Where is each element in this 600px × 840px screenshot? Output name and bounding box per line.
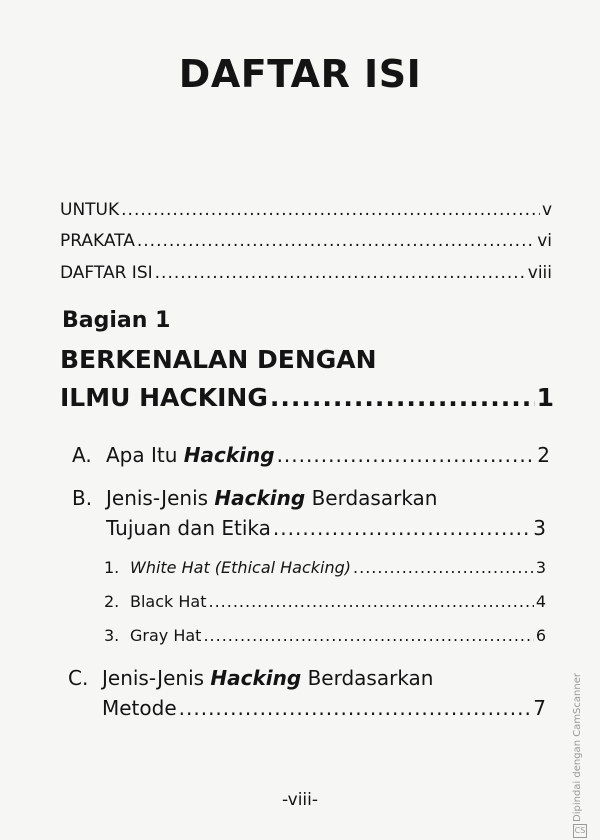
- section-text: Berdasarkan: [301, 666, 434, 690]
- toc-page-number: 3: [535, 558, 546, 577]
- section-heading: [72, 443, 275, 467]
- dot-leader: [137, 231, 535, 251]
- toc-entry-subsection-2: [104, 592, 546, 611]
- toc-page-number: vi: [537, 231, 552, 251]
- dot-leader: [155, 263, 526, 283]
- dot-leader: [208, 592, 533, 611]
- toc-page-number: 2: [537, 443, 550, 467]
- subsection-heading: [104, 626, 201, 645]
- section-c-line1: [68, 666, 433, 690]
- section-text: Jenis-Jenis: [106, 486, 215, 510]
- part-label: Bagian 1: [62, 308, 171, 333]
- toc-entry-part-1: [60, 383, 554, 412]
- section-text-line2: Metode: [102, 696, 177, 720]
- dot-leader: [203, 626, 533, 645]
- section-emphasis: Hacking: [214, 486, 306, 510]
- toc-entry-label: PRAKATA: [60, 231, 135, 251]
- section-text: Apa Itu: [106, 443, 184, 467]
- subsection-label: Black Hat: [130, 592, 207, 611]
- section-letter: C.: [68, 666, 89, 690]
- dot-leader: [270, 383, 535, 412]
- toc-page-number: 4: [535, 592, 546, 611]
- section-text: Berdasarkan: [305, 486, 438, 510]
- subsection-heading: [104, 558, 351, 577]
- toc-entry-section-b: [106, 516, 546, 540]
- toc-entry-section-c: [102, 696, 546, 720]
- camscanner-logo-icon: CS: [573, 824, 587, 838]
- part-title-line1: BERKENALAN DENGAN: [60, 345, 377, 374]
- section-letter: B.: [72, 486, 93, 510]
- section-emphasis: Hacking: [210, 666, 302, 690]
- dot-leader: [353, 558, 534, 577]
- toc-page-number: v: [541, 200, 552, 220]
- subsection-number: 2.: [104, 592, 120, 611]
- subsection-label: White Hat (Ethical Hacking): [130, 558, 352, 577]
- section-text-line2: Tujuan dan Etika: [106, 516, 271, 540]
- toc-entry-section-a: [72, 443, 550, 467]
- toc-entry-daftar-isi: [60, 263, 552, 283]
- section-b-line1: [72, 486, 437, 510]
- toc-page-number: viii: [527, 263, 552, 283]
- toc-entry-untuk: [60, 200, 552, 220]
- scanner-watermark: [570, 668, 590, 838]
- subsection-number: 3.: [104, 626, 120, 645]
- part-title-line2: ILMU HACKING: [60, 383, 268, 412]
- subsection-number: 1.: [104, 558, 120, 577]
- toc-page-number: 7: [533, 696, 546, 720]
- toc-entry-label: DAFTAR ISI: [60, 263, 153, 283]
- dot-leader: [277, 443, 536, 467]
- dot-leader: [121, 200, 540, 220]
- subsection-label: Gray Hat: [130, 626, 202, 645]
- page-footer-number: -viii-: [281, 790, 319, 810]
- section-text: Jenis-Jenis: [102, 666, 211, 690]
- toc-entry-prakata: [60, 231, 552, 251]
- toc-page-number: 3: [533, 516, 546, 540]
- watermark-text: Dipindai dengan CamScanner: [572, 673, 583, 822]
- toc-entry-subsection-1: [104, 558, 546, 577]
- dot-leader: [179, 696, 532, 720]
- dot-leader: [273, 516, 531, 540]
- toc-page-number: 1: [536, 383, 554, 412]
- section-emphasis: Hacking: [183, 443, 275, 467]
- toc-page-number: 6: [535, 626, 546, 645]
- page-title: DAFTAR ISI: [178, 52, 422, 96]
- toc-entry-subsection-3: [104, 626, 546, 645]
- subsection-heading: [104, 592, 206, 611]
- toc-entry-label: UNTUK: [60, 200, 120, 220]
- section-letter: A.: [72, 443, 92, 467]
